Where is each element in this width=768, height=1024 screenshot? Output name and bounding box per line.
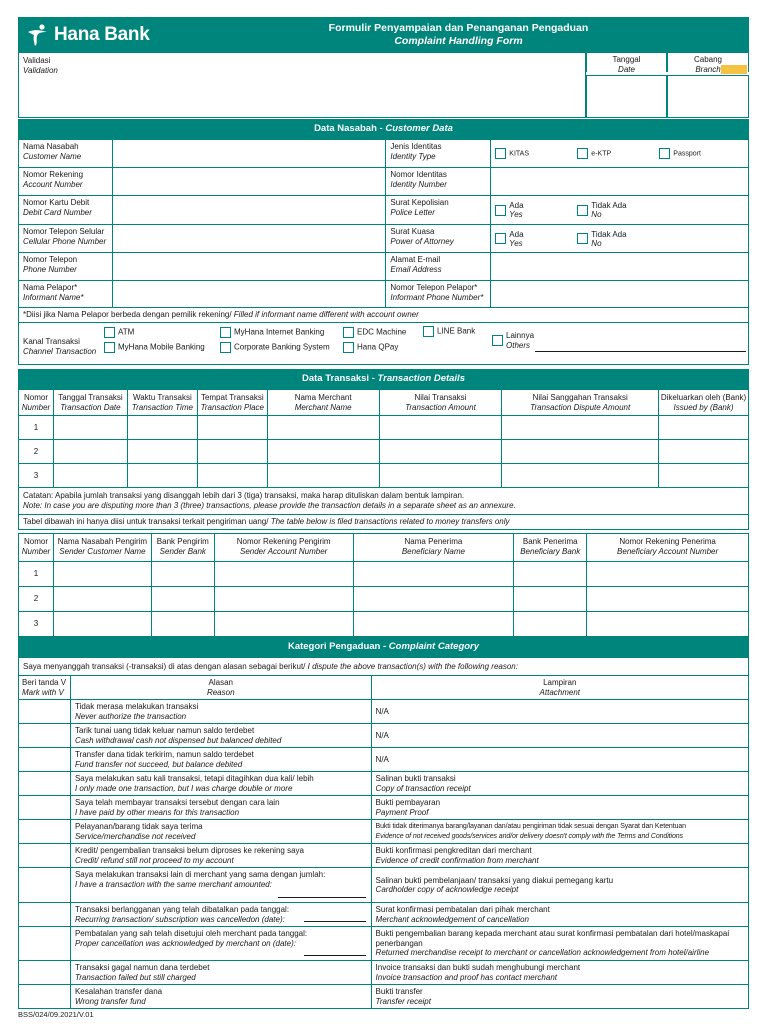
hana-qpay-label: Hana QPay xyxy=(357,342,399,352)
police-letter-options: Ada YesTidak Ada No xyxy=(491,196,749,225)
line-bank-label: LINE Bank xyxy=(437,326,476,336)
transaction-row[interactable]: 3 xyxy=(19,464,749,488)
form-code: BSS/024/09.2021/V.01 xyxy=(18,1010,94,1019)
identity-type-options xyxy=(491,140,749,168)
complaint-row: Tarik tunai uang tidak keluar namun saldo terdebet Cash withdrawal cash not dispensed but balanced debited N/A xyxy=(19,724,749,748)
line-bank-checkbox[interactable] xyxy=(423,326,434,337)
email-label: Alamat E-mail Email Address xyxy=(386,253,491,281)
customer-data-section-header xyxy=(18,119,749,139)
form-title-en: Complaint Handling Form xyxy=(394,35,523,47)
power-of-attorney-options: Ada YesTidak Ada No xyxy=(491,225,749,253)
form-header xyxy=(18,17,749,52)
date-header xyxy=(586,52,667,72)
police-no-checkbox[interactable] xyxy=(577,205,588,216)
mark-cell[interactable] xyxy=(19,700,71,724)
date-label-en: Date xyxy=(618,64,635,74)
complaint-row: Kesalahan transfer dana Wrong transfer fund Bukti transfer Transfer receipt xyxy=(19,985,749,1009)
date-label: Tanggal xyxy=(612,55,641,64)
mobile-banking-label: MyHana Mobile Banking xyxy=(118,342,205,352)
transaction-header-row: Nomor Number Tanggal Transaksi Transaction Date Waktu Transaksi Transaction Time Tempat Transaksi Transaction Place Nama Merchant Merchant Name Nilai Transaksi Transaction Amount Nilai Sanggahan Transaksi Transaction Dispute Amount Dikeluarkan oleh (Bank) Issued by (Bank) xyxy=(19,390,749,416)
validation-label: Validasi xyxy=(23,56,51,65)
channel-label-en: Channel Transaction xyxy=(23,346,97,356)
atm-checkbox[interactable] xyxy=(104,327,115,338)
customer-name-field[interactable] xyxy=(112,140,386,168)
identity-type-label: Jenis Identitas Identity Type xyxy=(386,140,491,168)
internet-banking-label: MyHana Internet Banking xyxy=(234,327,325,337)
complaint-row: Transaksi berlangganan yang telah dibatalkan pada tanggal: Recurring transaction/ subscription was cancelledon (date): Surat konfirmasi pembatalan dari pihak merchant Merchant acknowledgement of cancellation xyxy=(19,903,749,927)
hana-bank-logo xyxy=(26,23,150,47)
customer-name-label: Nama Nasabah Customer Name xyxy=(19,140,113,168)
validation-label-en: Validation xyxy=(23,65,58,75)
complaint-section-en: Complaint Category xyxy=(388,641,480,652)
transfer-row[interactable]: 3 xyxy=(19,612,749,637)
account-number-label: Nomor Rekening Account Number xyxy=(19,168,113,196)
branch-label-en: Branch xyxy=(695,64,721,74)
transaction-table xyxy=(18,389,749,530)
transaction-note: Catatan: Apabila jumlah transaksi yang disanggah lebih dari 3 (tiga) transaksi, maka harap dituliskan dalam bentuk lampiran. Note: In case you are disputing more than 3 (three) transactions, please provide the transaction details in a separate sheet as an annexure. xyxy=(19,488,749,515)
complaint-row: Pelayanan/barang tidak saya terima Service/merchandise not received Bukti tidak diterimanya barang/layanan dan/atau pengiriman tidak sesuai dengan Syarat dan Ketentuan Evidence of not received goods/services and/or delivery doesn't comply with the Terms and Conditions xyxy=(19,820,749,844)
debit-card-label: Nomor Kartu Debit Debit Card Number xyxy=(19,196,113,225)
passport-label: Passport xyxy=(673,150,701,158)
transfer-table xyxy=(18,533,749,637)
internet-banking-checkbox[interactable] xyxy=(220,327,231,338)
phone-field[interactable] xyxy=(112,253,386,281)
complaint-row: Saya melakukan satu kali transaksi, tetapi ditagihkan dua kali/ lebih I only made one transaction, but I was charge double or more Salinan bukti transaksi Copy of transaction receipt xyxy=(19,772,749,796)
branch-field[interactable] xyxy=(667,75,749,118)
hana-qpay-checkbox[interactable] xyxy=(343,342,354,353)
date-field[interactable] xyxy=(586,75,667,118)
mark-cell[interactable] xyxy=(19,927,71,961)
complaint-intro: Saya menyanggah transaksi (-transaksi) di atas dengan alasan sebagai berikut/ I dispute the above transaction(s) with the following reason: xyxy=(19,658,749,676)
informant-note: *Diisi jika Nama Pelapor berbeda dengan pemilik rekening/ Filled if informant name different with account owner xyxy=(19,308,749,323)
edc-checkbox[interactable] xyxy=(343,327,354,338)
validation-field[interactable] xyxy=(18,52,586,118)
phone-label: Nomor Telepon Phone Number xyxy=(19,253,113,281)
mark-cell[interactable] xyxy=(19,772,71,796)
identity-number-label: Nomor Identitas Identity Number xyxy=(386,168,491,196)
identity-number-field[interactable] xyxy=(491,168,749,196)
transfer-row[interactable]: 2 xyxy=(19,587,749,612)
form-title xyxy=(168,22,749,48)
branch-label: Cabang xyxy=(693,55,723,64)
passport-checkbox[interactable] xyxy=(659,148,670,159)
transaction-section-en: Transaction Details xyxy=(377,373,465,384)
poa-no-checkbox[interactable] xyxy=(577,233,588,244)
mark-cell[interactable] xyxy=(19,903,71,927)
channel-row xyxy=(19,323,749,365)
complaint-row: Saya melakukan transaksi lain di merchant yang sama dengan jumlah: I have a transaction with the same merchant amounted: Salinan bukti pembelanjaan/ transaksi yang diakui pemegang kartu Cardholder copy of acknowledge receipt xyxy=(19,868,749,903)
complaint-row: Kredit/ pengembalian transaksi belum diproses ke rekening saya Credit/ refund still not proceed to my account Bukti konfirmasi pengkreditan dari merchant Evidence of credit confirmation from merchant xyxy=(19,844,749,868)
amount-input-line[interactable] xyxy=(278,897,366,898)
complaint-section-id: Kategori Pengaduan - xyxy=(287,641,387,652)
complaint-row: Pembatalan yang sah telah disetujui oleh merchant pada tanggal: Proper cancellation was acknowledged by merchant on (date): Bukti pengembalian barang kepada merchant atau surat konfirmasi pembatalan dari hotel/maskapai penerbangan Returned merchandise receipt to merchant or cancellation acknowledgement from hotel/airline xyxy=(19,927,749,961)
branch-highlight xyxy=(721,65,747,74)
customer-section-en: Customer Data xyxy=(385,123,453,134)
informant-name-label: Nama Pelapor* Informant Name* xyxy=(19,281,113,308)
complaint-header-row: Beri tanda V Mark with V Alasan Reason Lampiran Attachment xyxy=(19,676,749,700)
hana-logo-icon xyxy=(26,23,50,47)
email-field[interactable] xyxy=(491,253,749,281)
others-checkbox[interactable] xyxy=(492,335,503,346)
complaint-table xyxy=(18,657,749,1009)
mobile-banking-checkbox[interactable] xyxy=(104,342,115,353)
transaction-row[interactable]: 2 xyxy=(19,440,749,464)
cancel-date-input-line[interactable] xyxy=(304,921,366,922)
kitas-label: KITAS xyxy=(509,150,530,158)
channel-label: Kanal Transaksi xyxy=(23,337,80,346)
mark-cell[interactable] xyxy=(19,748,71,772)
complaint-row: Transfer dana tidak terkirim, namun saldo terdebet Fund transfer not succeed, but balance debited N/A xyxy=(19,748,749,772)
others-input-line[interactable] xyxy=(535,351,746,352)
complaint-row: Transaksi gagal namun dana terdebet Transaction failed but still charged Invoice transaksi dan bukti sudah menghubungi merchant Invoice transaction and proof has contact merchant xyxy=(19,961,749,985)
mark-cell[interactable] xyxy=(19,844,71,868)
corporate-banking-label: Corporate Banking System xyxy=(234,342,330,352)
complaint-section-header xyxy=(18,637,749,657)
branch-header xyxy=(667,52,749,72)
mark-cell[interactable] xyxy=(19,724,71,748)
ektp-label: e-KTP xyxy=(591,150,612,158)
transfer-row[interactable]: 1 xyxy=(19,562,749,587)
transaction-row[interactable]: 1 xyxy=(19,416,749,440)
transfer-header-row: Nomor Number Nama Nasabah Pengirim Sender Customer Name Bank Pengirim Sender Bank Nomor Rekening Pengirim Sender Account Number Nama Penerima Beneficiary Name Bank Penerima Beneficiary Bank Nomor Rekening Penerima Beneficiary Account Number xyxy=(19,534,749,562)
form-title-id: Formulir Penyampaian dan Penanganan Pengaduan xyxy=(328,22,589,34)
power-of-attorney-label: Surat Kuasa Power of Attorney xyxy=(386,225,491,253)
brand-name: Hana Bank xyxy=(54,24,150,45)
mark-cell[interactable] xyxy=(19,796,71,820)
mark-cell[interactable] xyxy=(19,868,71,903)
debit-card-field[interactable] xyxy=(112,196,386,225)
informant-name-field[interactable] xyxy=(112,281,386,308)
mark-cell[interactable] xyxy=(19,820,71,844)
others-label-en: Others xyxy=(506,340,531,350)
edc-label: EDC Machine xyxy=(357,327,407,337)
account-number-field[interactable] xyxy=(112,168,386,196)
poa-yes-checkbox[interactable] xyxy=(495,233,506,244)
atm-label: ATM xyxy=(118,327,135,337)
customer-section-id: Data Nasabah - xyxy=(314,123,383,134)
complaint-row: Tidak merasa melakukan transaksi Never authorize the transaction N/A xyxy=(19,700,749,724)
cell-phone-label: Nomor Telepon Selular Cellular Phone Number xyxy=(19,225,113,253)
police-yes-checkbox[interactable] xyxy=(495,205,506,216)
informant-phone-label: Nomor Telepon Pelapor* Informant Phone Number* xyxy=(386,281,491,308)
complaint-row: Saya telah membayar transaksi tersebut dengan cara lain I have paid by other means for this transaction Bukti pembayaran Payment Proof xyxy=(19,796,749,820)
others-label: Lainnya xyxy=(506,331,535,340)
kitas-checkbox[interactable] xyxy=(495,148,506,159)
transfer-note: Tabel dibawah ini hanya diisi untuk transaksi terkait pengiriman uang/ The table below is filed transactions related to money transfers only xyxy=(19,515,749,530)
transaction-section-id: Data Transaksi - xyxy=(302,373,375,384)
informant-phone-field[interactable] xyxy=(491,281,749,308)
cell-phone-field[interactable] xyxy=(112,225,386,253)
mark-cell[interactable] xyxy=(19,985,71,1009)
customer-data-table xyxy=(18,139,749,365)
merchant-date-input-line[interactable] xyxy=(304,955,366,956)
ektp-checkbox[interactable] xyxy=(577,148,588,159)
transaction-section-header xyxy=(18,369,749,389)
corporate-banking-checkbox[interactable] xyxy=(220,342,231,353)
mark-cell[interactable] xyxy=(19,961,71,985)
police-letter-label: Surat Kepolisian Police Letter xyxy=(386,196,491,225)
